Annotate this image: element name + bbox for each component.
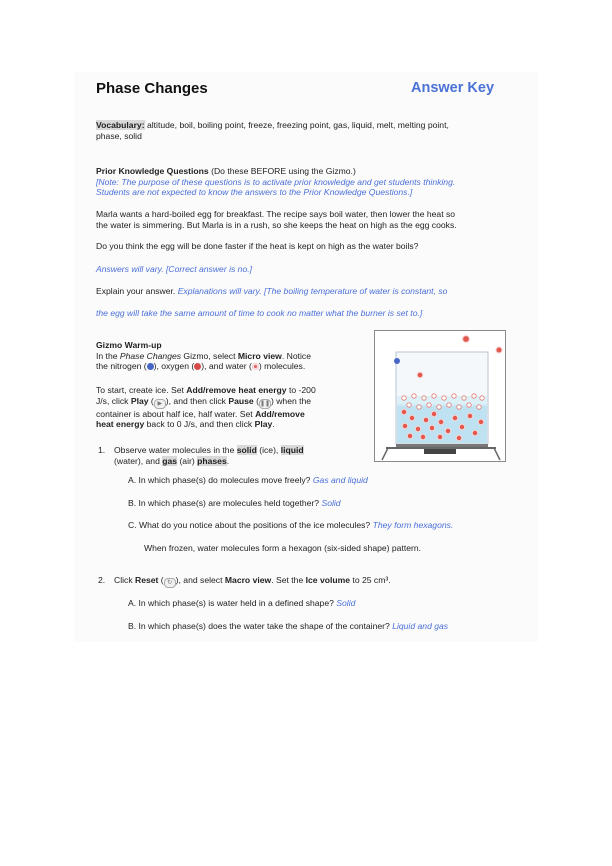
warmup-text: to -200 [286,385,316,395]
warmup-text: In the [96,350,120,361]
question-text: (air) [177,455,198,466]
warmup-text: . Notice [281,350,311,361]
prior-knowledge-heading-note: (Do these BEFORE using the Gizmo.) [211,166,356,176]
liquid-term: liquid [280,445,304,455]
explain-line [96,286,526,297]
question-1c-followup: When frozen, water molecules form a hexagon (six-sided shape) pattern. [144,543,422,553]
question-text: to 25 cm³. [350,575,391,585]
question-1b-answer: Solid [321,498,341,508]
warmup-text: container is about half ice, half water. Set [96,408,256,419]
heat-energy-label: Add/remove [255,408,305,419]
question-2b [128,621,448,632]
nitrogen-molecule-icon [147,363,154,370]
heat-energy-label: Add/remove heat energy [186,385,287,395]
egg-story [96,209,526,230]
play-label: Play [130,395,149,406]
prior-answer: Answers will vary. [Correct answer is no.] [96,264,253,274]
question-text: (ice), [256,445,281,455]
question-text: Click [114,575,136,585]
question-text: ), and select [175,575,225,585]
page-title: Phase Changes [96,80,208,97]
question-text: (water), and [114,455,163,466]
question-text: ( [158,575,164,585]
warmup-text: ( [148,395,154,406]
warmup-text: ) molecules. [258,361,306,372]
warmup-instructions [96,385,366,430]
question-text: . [226,455,230,466]
question-text: . Set the [271,575,306,585]
warmup-intro [96,340,366,372]
micro-view-label: Micro view [237,350,282,361]
question-2b-answer: Liquid and gas [392,621,449,631]
question-1b [128,498,341,509]
play-icon: ▶ [154,399,166,409]
question-1-text [114,445,364,466]
explain-answer-line2: the egg will take the same amount of time to cook no matter what the burner is set to.] [96,308,423,318]
ice-volume-label: Ice volume [305,575,351,585]
question-1a-answer: Gas and liquid [312,475,368,485]
question-1b-text: B. In which phase(s) are molecules held together? [128,498,320,508]
solid-term: solid [236,445,257,455]
prior-knowledge-heading: Prior Knowledge Questions [96,166,209,176]
play-label: Play [254,419,273,430]
warmup-text: ), and then click [165,395,229,406]
warmup-text: ), oxygen ( [153,361,195,372]
warmup-heading: Gizmo Warm-up [96,340,162,350]
egg-story-line1: Marla wants a hard-boiled egg for breakfast. The recipe says boil water, then lower the heat so [96,209,456,219]
phases-term: phases [197,455,227,466]
vocabulary-terms-line1: altitude, boil, boiling point, freeze, freezing point, gas, liquid, melt, melting point, [146,120,449,130]
question-1-number: 1. [98,445,106,455]
question-1c-text: C. What do you notice about the positions of the ice molecules? [128,520,371,530]
vocabulary-label: Vocabulary: [96,120,145,130]
warmup-text: the nitrogen ( [96,361,147,372]
question-2a [128,598,355,609]
reset-icon: ↻ [164,578,176,588]
question-1a-text: A. In which phase(s) do molecules move freely? [128,475,311,485]
vocabulary-terms-line2: phase, solid [96,130,142,141]
warmup-text: . [272,419,275,430]
warmup-text: back to 0 J/s, and then click [144,419,255,430]
question-2a-answer: Solid [336,598,356,608]
vocabulary [96,120,516,141]
macro-view-label: Macro view [224,575,272,585]
water-molecule-icon [252,363,259,370]
heat-energy-label: heat energy [96,419,145,430]
prior-knowledge-header [96,166,516,198]
pause-label: Pause [228,395,254,406]
question-1a [128,475,368,486]
worksheet-page [74,72,538,642]
teacher-note-line2: Students are not expected to know the answers to the Prior Knowledge Questions.] [96,187,413,198]
warmup-text: ( [253,395,259,406]
gas-term: gas [162,455,178,466]
reset-label: Reset [135,575,159,585]
answer-key-label: Answer Key [411,80,495,96]
explain-label: Explain your answer. [96,286,176,296]
explain-answer-line1: Explanations will vary. [The boiling temperature of water is constant, so [177,286,448,296]
gizmo-name: Phase Changes [119,350,182,361]
question-2-number: 2. [98,575,106,585]
warmup-text: ), and water ( [201,361,252,372]
egg-story-line2: the water is simmering. But Marla is in a rush, so she keeps the heat on high as the egg cooks. [96,219,457,230]
question-2a-text: A. In which phase(s) is water held in a defined shape? [128,598,334,608]
teacher-note-line1: [Note: The purpose of these questions is to activate prior knowledge and get students thinking. [96,176,456,187]
question-2-text [114,575,514,588]
burner-knob [424,449,456,454]
question-1c-answer: They form hexagons. [372,520,454,530]
prior-question: Do you think the egg will be done faster if the heat is kept on high as the water boils? [96,241,419,251]
question-2b-text: B. In which phase(s) does the water take the shape of the container? [128,621,390,631]
warmup-text: J/s, click [96,395,131,406]
question-text: Observe water molecules in the [114,445,237,455]
gizmo-container-image [374,330,506,462]
warmup-text: To start, create ice. Set [96,385,187,395]
question-1c [128,520,453,531]
warmup-text: ) when the [270,395,312,406]
pause-icon: ❚❚ [259,400,271,407]
nitrogen-molecule [394,358,400,364]
warmup-text: Gizmo, select [181,350,238,361]
